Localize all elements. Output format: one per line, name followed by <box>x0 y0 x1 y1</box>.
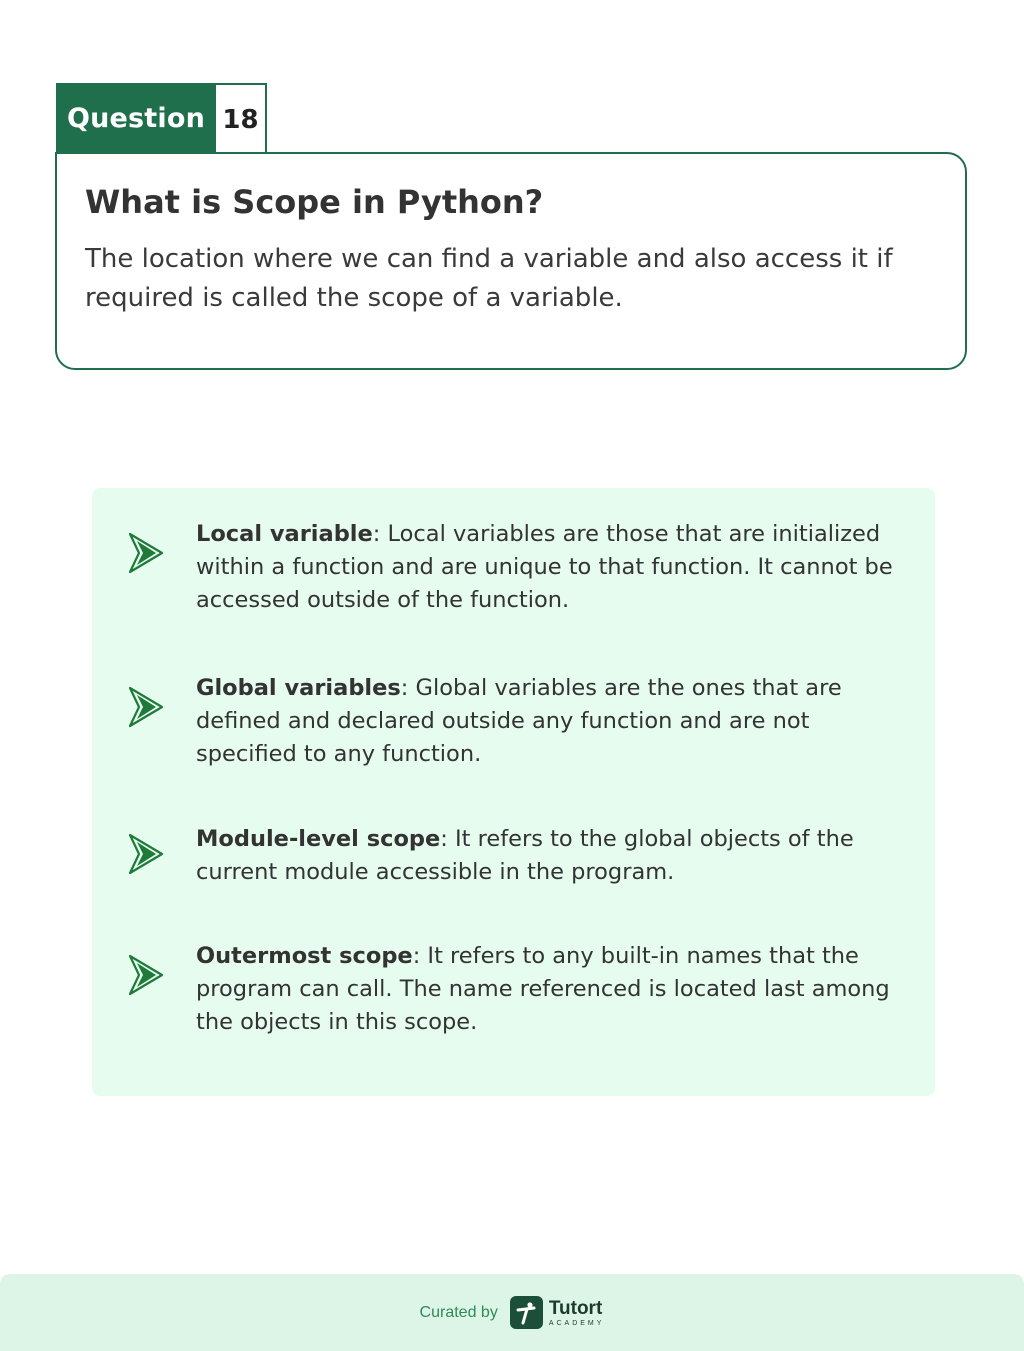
question-number: 18 <box>216 83 267 154</box>
point-description: : Local variables are those that are initialized within a function and are unique to that function. It cannot be accessed outside of the function. <box>196 521 893 613</box>
question-tab <box>56 83 267 154</box>
question-answer: The location where we can find a variable and also access it if required is called the scope of a variable. <box>85 244 893 313</box>
footer <box>0 1274 1024 1351</box>
curated-by-label: Curated by <box>419 1303 498 1321</box>
tutort-logo-icon <box>510 1296 543 1329</box>
arrow-chevron-icon <box>126 831 166 877</box>
arrow-chevron-icon <box>126 530 166 576</box>
point-description: : Global variables are the ones that are defined and declared outside any function and are not specified to any function. <box>196 675 842 767</box>
scope-points-panel <box>92 488 935 1096</box>
tutort-logo <box>510 1296 605 1329</box>
point-text <box>196 518 916 617</box>
brand-subtitle: ACADEMY <box>548 1319 605 1327</box>
point-term: Module-level scope <box>196 826 441 852</box>
brand-name: Tutort <box>548 1297 603 1319</box>
point-term: Local variable <box>196 521 373 547</box>
arrow-chevron-icon <box>126 684 166 730</box>
arrow-chevron-icon <box>126 952 166 998</box>
point-term: Outermost scope <box>196 943 413 969</box>
question-card <box>55 152 967 370</box>
point-term: Global variables <box>196 675 401 701</box>
point-description: : It refers to any built-in names that the program can call. The name referenced is located last among the objects in this scope. <box>196 943 890 1035</box>
point-description: : It refers to the global objects of the current module accessible in the program. <box>196 826 854 885</box>
point-text <box>196 940 916 1039</box>
question-title: What is Scope in Python? <box>85 183 544 221</box>
point-text <box>196 823 916 889</box>
question-label: Question <box>56 83 216 154</box>
point-text <box>196 672 916 771</box>
